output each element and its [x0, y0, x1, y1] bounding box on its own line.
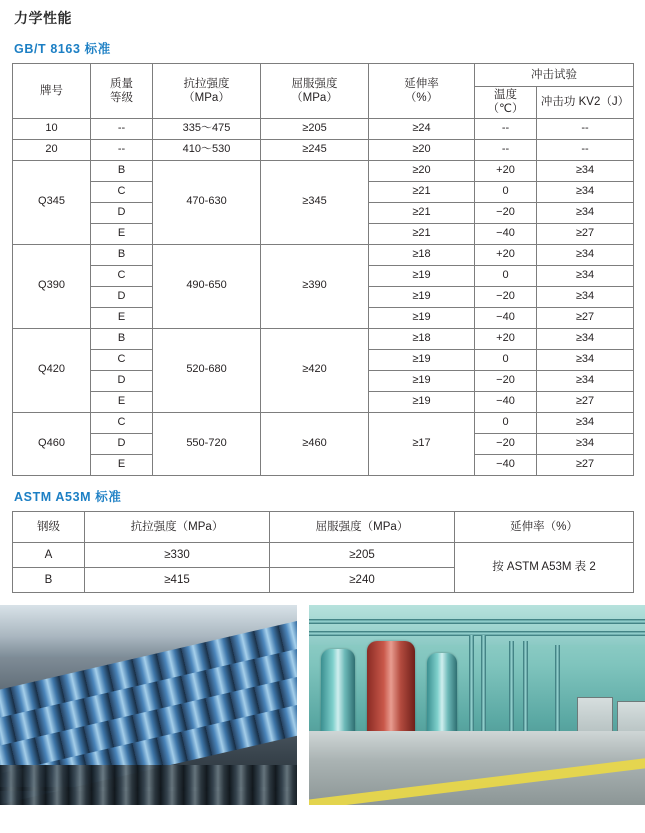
- cell-tensile-strength: 410～530: [153, 139, 261, 160]
- overhead-pipe: [309, 619, 645, 624]
- header-yield-strength: [261, 64, 369, 119]
- cell-impact-temperature: −20: [475, 202, 537, 223]
- table-row: [13, 412, 634, 433]
- cell-elongation: ≥19: [369, 307, 475, 328]
- photo-strip: [12, 605, 633, 805]
- cell-yield-strength: ≥390: [261, 244, 369, 328]
- cell-quality-level: B: [91, 160, 153, 181]
- header-impact-energy: 冲击功 KV2（J）: [537, 87, 634, 119]
- table-row: [13, 328, 634, 349]
- cell-grade: Q390: [13, 244, 91, 328]
- cell-tensile-strength: 470-630: [153, 160, 261, 244]
- header-quality-level-line2: 等级: [110, 91, 133, 104]
- page-title: 力学性能: [14, 10, 72, 26]
- cell-quality-level: D: [91, 370, 153, 391]
- cell-impact-temperature: +20: [475, 328, 537, 349]
- header-yield-strength-astm: 屈服强度（MPa）: [270, 511, 455, 542]
- table-row: [13, 118, 634, 139]
- header-elongation-line1: 延伸率: [404, 77, 439, 90]
- cell-impact-energy: ≥34: [537, 433, 634, 454]
- header-tensile-strength: [153, 64, 261, 119]
- cell-quality-level: C: [91, 181, 153, 202]
- cell-elongation: ≥19: [369, 391, 475, 412]
- cell-quality-level: E: [91, 307, 153, 328]
- cell-steel-grade: A: [13, 542, 85, 567]
- industrial-plant-photo: [309, 605, 645, 805]
- cell-elongation: ≥20: [369, 139, 475, 160]
- cell-impact-temperature: 0: [475, 265, 537, 286]
- cell-yield-strength: ≥240: [270, 567, 455, 592]
- header-quality-level: [91, 64, 153, 119]
- table-row: [13, 244, 634, 265]
- cell-elongation-note: 按 ASTM A53M 表 2: [455, 542, 634, 592]
- cell-yield-strength: ≥205: [270, 542, 455, 567]
- cell-impact-energy: ≥27: [537, 391, 634, 412]
- cell-impact-energy: ≥34: [537, 244, 634, 265]
- cell-impact-temperature: −20: [475, 433, 537, 454]
- cell-impact-temperature: +20: [475, 244, 537, 265]
- header-yield-line2: （MPa）: [291, 91, 338, 104]
- cell-elongation: ≥19: [369, 370, 475, 391]
- document-page: [0, 8, 645, 833]
- steel-pipes-photo: [0, 605, 297, 805]
- cell-quality-level: C: [91, 349, 153, 370]
- cell-tensile-strength: 550-720: [153, 412, 261, 475]
- table-body-astm: [13, 542, 634, 592]
- cell-impact-temperature: --: [475, 139, 537, 160]
- cell-elongation: ≥19: [369, 286, 475, 307]
- cell-quality-level: D: [91, 433, 153, 454]
- header-tensile-strength-astm: 抗拉强度（MPa）: [85, 511, 270, 542]
- table-header-row: [13, 64, 634, 87]
- cell-impact-temperature: --: [475, 118, 537, 139]
- mechanical-properties-table-gbt8163: [12, 63, 634, 476]
- cell-elongation: ≥24: [369, 118, 475, 139]
- cell-impact-temperature: 0: [475, 349, 537, 370]
- header-tensile-line2: （MPa）: [183, 91, 230, 104]
- cell-impact-energy: ≥34: [537, 202, 634, 223]
- header-elongation-astm: 延伸率（%）: [455, 511, 634, 542]
- cell-quality-level: C: [91, 412, 153, 433]
- cell-impact-energy: ≥34: [537, 370, 634, 391]
- cell-yield-strength: ≥420: [261, 328, 369, 412]
- cell-impact-temperature: 0: [475, 412, 537, 433]
- cell-tensile-strength: ≥415: [85, 567, 270, 592]
- cell-impact-temperature: +20: [475, 160, 537, 181]
- cell-grade: Q460: [13, 412, 91, 475]
- cell-elongation: ≥18: [369, 328, 475, 349]
- cell-impact-energy: ≥34: [537, 328, 634, 349]
- header-quality-level-line1: 质量: [110, 77, 133, 90]
- cell-yield-strength: ≥345: [261, 160, 369, 244]
- cell-elongation: ≥20: [369, 160, 475, 181]
- cell-grade: Q420: [13, 328, 91, 412]
- table-body-gbt8163: [13, 118, 634, 475]
- header-temperature: [475, 87, 537, 119]
- table-row: [13, 139, 634, 160]
- cell-grade: 10: [13, 118, 91, 139]
- cell-impact-energy: ≥27: [537, 454, 634, 475]
- header-elongation: [369, 64, 475, 119]
- cell-impact-energy: ≥34: [537, 412, 634, 433]
- cell-quality-level: B: [91, 328, 153, 349]
- cell-tensile-strength: 490-650: [153, 244, 261, 328]
- steel-pipes-illustration: [0, 605, 297, 805]
- cell-impact-temperature: −40: [475, 223, 537, 244]
- cell-grade: 20: [13, 139, 91, 160]
- cell-impact-temperature: 0: [475, 181, 537, 202]
- cell-tensile-strength: 520-680: [153, 328, 261, 412]
- cell-elongation: ≥21: [369, 223, 475, 244]
- cell-quality-level: D: [91, 286, 153, 307]
- cell-impact-energy: ≥34: [537, 349, 634, 370]
- cell-elongation: ≥19: [369, 349, 475, 370]
- cell-tensile-strength: 335～475: [153, 118, 261, 139]
- cell-impact-temperature: −20: [475, 286, 537, 307]
- cell-yield-strength: ≥460: [261, 412, 369, 475]
- cell-quality-level: --: [91, 139, 153, 160]
- cell-impact-temperature: −40: [475, 454, 537, 475]
- cell-elongation: ≥19: [369, 265, 475, 286]
- pipe-row: [0, 787, 297, 805]
- header-tensile-line1: 抗拉强度: [183, 77, 230, 90]
- cell-impact-temperature: −40: [475, 391, 537, 412]
- cell-elongation: ≥17: [369, 412, 475, 475]
- table-row: [13, 160, 634, 181]
- cell-quality-level: B: [91, 244, 153, 265]
- header-grade: 牌号: [13, 64, 91, 119]
- cell-impact-energy: ≥34: [537, 286, 634, 307]
- header-elongation-line2: （%）: [404, 91, 439, 104]
- cell-yield-strength: ≥245: [261, 139, 369, 160]
- section-title-astm-a53m: ASTM A53M 标准: [14, 489, 122, 504]
- cell-quality-level: D: [91, 202, 153, 223]
- cell-grade: Q345: [13, 160, 91, 244]
- table2-header-row: [13, 511, 634, 542]
- cell-quality-level: E: [91, 454, 153, 475]
- cell-impact-energy: ≥34: [537, 160, 634, 181]
- plant-illustration: [309, 605, 645, 805]
- cell-quality-level: C: [91, 265, 153, 286]
- header-steel-grade: 钢级: [13, 511, 85, 542]
- cell-steel-grade: B: [13, 567, 85, 592]
- cell-elongation: ≥21: [369, 202, 475, 223]
- table-row: [13, 542, 634, 567]
- cell-impact-energy: ≥34: [537, 265, 634, 286]
- mechanical-properties-table-astm: [12, 511, 634, 593]
- cell-quality-level: E: [91, 223, 153, 244]
- header-impact-test: 冲击试验: [475, 64, 634, 87]
- cell-impact-energy: --: [537, 139, 634, 160]
- cell-elongation: ≥18: [369, 244, 475, 265]
- plant-ceiling: [309, 605, 645, 645]
- cell-quality-level: E: [91, 391, 153, 412]
- cell-impact-energy: --: [537, 118, 634, 139]
- cell-impact-energy: ≥27: [537, 307, 634, 328]
- overhead-pipe: [309, 631, 645, 636]
- cell-yield-strength: ≥205: [261, 118, 369, 139]
- cell-impact-energy: ≥34: [537, 181, 634, 202]
- cell-elongation: ≥21: [369, 181, 475, 202]
- cell-impact-temperature: −40: [475, 307, 537, 328]
- cell-impact-temperature: −20: [475, 370, 537, 391]
- header-temperature-line2: （℃）: [487, 103, 524, 116]
- cell-tensile-strength: ≥330: [85, 542, 270, 567]
- header-temperature-line1: 温度: [494, 89, 517, 101]
- section-title-gbt8163: GB/T 8163 标准: [14, 42, 111, 56]
- header-yield-line1: 屈服强度: [291, 77, 338, 90]
- cell-quality-level: --: [91, 118, 153, 139]
- cell-impact-energy: ≥27: [537, 223, 634, 244]
